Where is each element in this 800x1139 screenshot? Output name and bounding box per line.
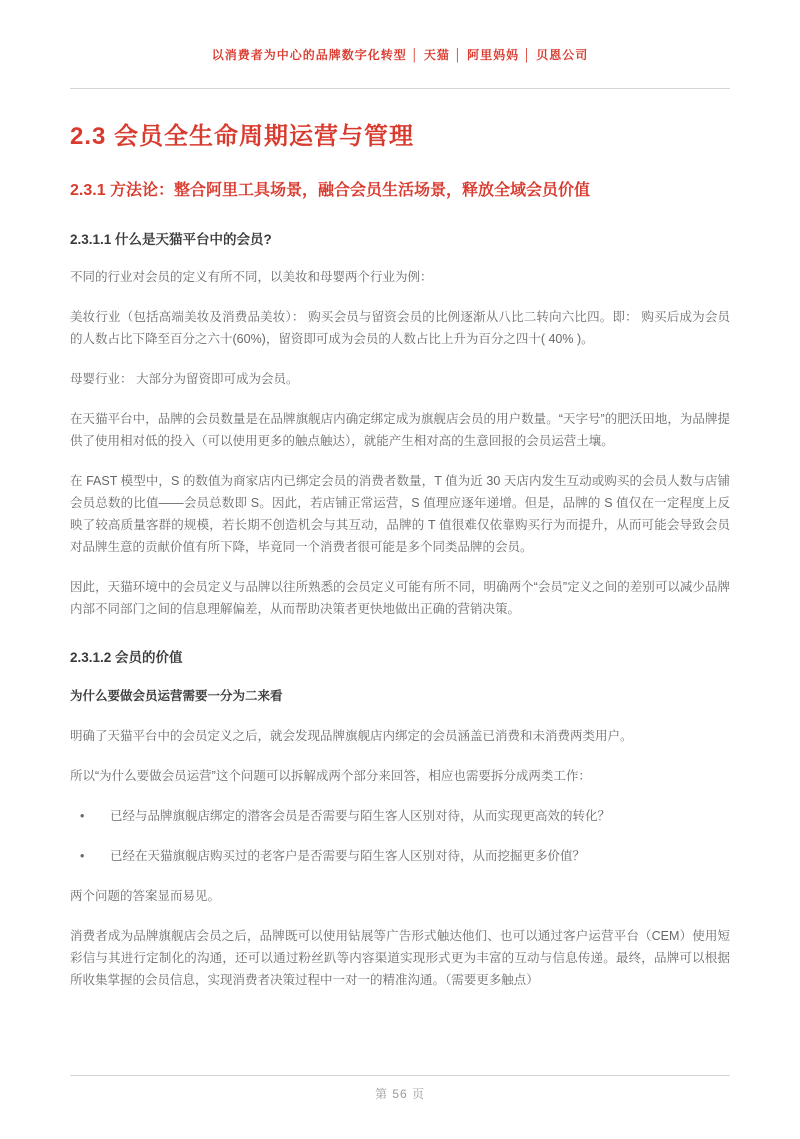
question-bullet-list — [70, 805, 730, 867]
document-body — [70, 122, 730, 991]
page-header — [70, 0, 730, 63]
subsection-title-member-value: 2.3.1.2 会员的价值 — [70, 650, 183, 666]
paragraph-answer: 两个问题的答案显而易见。 — [70, 888, 221, 903]
chapter-title: 2.3 会员全生命周期运营与管理 — [70, 123, 415, 150]
header-divider — [70, 88, 730, 89]
paragraph-value-1: 明确了天猫平台中的会员定义之后，就会发现品牌旗舰店内绑定的会员涵盖已消费和未消费两类用户。 — [70, 728, 633, 743]
paragraph-final: 消费者成为品牌旗舰店会员之后，品牌既可以使用钻展等广告形式触达他们、也可以通过客户运营平台（CEM）使用短彩信与其进行定制化的沟通，还可以通过粉丝趴等内容渠道实现形式更为丰富的互动与信息传递。最终，品牌可以根据所收集掌握的会员信息，实现消费者决策过程中一对一的精准沟通。（需要更多触点） — [70, 928, 730, 987]
header-running-title: 以消费者为中心的品牌数字化转型 │ 天猫 │ 阿里妈妈 │ 贝恩公司 — [211, 48, 589, 62]
paragraph-value-question: 为什么要做会员运营需要一分为二来看 — [70, 688, 283, 703]
subsection-title-member-definition: 2.3.1.1 什么是天猫平台中的会员? — [70, 231, 272, 247]
paragraph-value-2: 所以“为什么要做会员运营”这个问题可以拆解成两个部分来回答，相应也需要拆分成两类工作： — [70, 768, 591, 783]
bullet-text-potential-members: 已经与品牌旗舰店绑定的潜客会员是否需要与陌生客人区别对待，从而实现更高效的转化？ — [110, 808, 611, 823]
list-item — [70, 845, 730, 867]
bullet-icon: • — [80, 808, 85, 823]
bullet-icon: • — [80, 848, 85, 863]
list-item — [70, 805, 730, 827]
paragraph-definition-conclusion: 因此，天猫环境中的会员定义与品牌以往所熟悉的会员定义可能有所不同，明确两个“会员”定义之间的差别可以减少品牌内部不同部门之间的信息理解偏差，从而帮助决策者更快地做出正确的营销决策。 — [70, 580, 730, 617]
paragraph-beauty-industry: 美妆行业（包括高端美妆及消费品美妆）： 购买会员与留资会员的比例逐渐从八比二转向六比四。即： 购买后成为会员的人数占比下降至百分之六十(60%)，留资即可成为会员的人数占比上升为百分之四十( 40% )。 — [70, 310, 730, 347]
page-footer — [70, 1075, 730, 1103]
bullet-text-existing-customers: 已经在天猫旗舰店购买过的老客户是否需要与陌生客人区别对待，从而挖掘更多价值？ — [110, 848, 586, 863]
paragraph-maternal-industry: 母婴行业： 大部分为留资即可成为会员。 — [70, 372, 299, 387]
paragraph-tmall-platform: 在天猫平台中，品牌的会员数量是在品牌旗舰店内确定绑定成为旗舰店会员的用户数量。“天字号”的肥沃田地，为品牌提供了使用相对低的投入（可以使用更多的触点触达），就能产生相对高的生意回报的会员运营土壤。 — [70, 412, 730, 449]
page-number: 第 56 页 — [374, 1087, 426, 1101]
paragraph-fast-model: 在 FAST 模型中，S 的数值为商家店内已绑定会员的消费者数量，T 值为近 30 天店内发生互动或购买的会员人数与店铺会员总数的比值——会员总数即 S。因此，若店铺正常运营，S 值理应逐年递增。但是，品牌的 S 值仅在一定程度上反映了较高质量客群的规模，若长期不创造机会与其互动，品牌的 T 值很难仅依靠购买行为而提升，从而可能会导致会员对品牌生意的贡献价值有所下降，毕竟同一个消费者很可能是多个同类品牌的会员。 — [70, 474, 730, 555]
section-title-methodology: 2.3.1 方法论：整合阿里工具场景，融合会员生活场景，释放全域会员价值 — [70, 182, 591, 199]
paragraph-intro: 不同的行业对会员的定义有所不同，以美妆和母婴两个行业为例： — [70, 270, 433, 285]
